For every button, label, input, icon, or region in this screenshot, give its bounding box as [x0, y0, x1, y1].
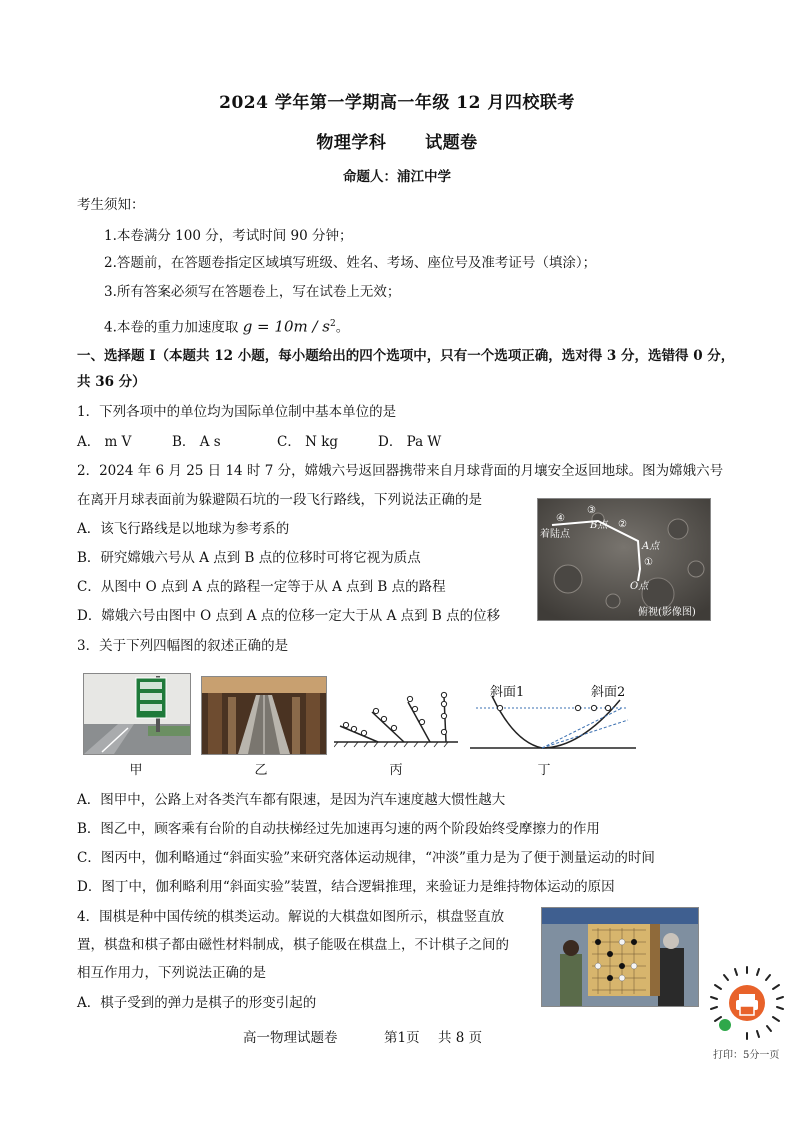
q1-option-d: D． Pa W	[378, 434, 442, 450]
fig-num-3: ③	[587, 505, 596, 516]
go-board-image	[542, 908, 698, 1006]
caption-yi: 乙	[254, 763, 268, 778]
q3-option-a: A．图甲中，公路上对各类汽车都有限速，是因为汽车速度越大惯性越大	[77, 792, 506, 808]
fig-num-1: ①	[644, 557, 653, 568]
gravity-exponent: 2	[330, 319, 336, 329]
question-2-stem: 2．2024 年 6 月 25 日 14 时 7 分，嫦娥六号返回器携带来自月球背面的月壤安全返回地球。图为嫦娥六号	[77, 463, 724, 479]
b-point-label: B点	[590, 520, 608, 531]
q1-option-a: A． m V	[77, 434, 132, 450]
qr-code-icon	[709, 965, 785, 1041]
moon-flight-figure	[537, 498, 711, 621]
print-qr-code[interactable]	[709, 965, 785, 1041]
notice-item: 4.本卷的重力加速度取	[104, 319, 239, 336]
footer-paper-name: 高一物理试题卷	[243, 1030, 338, 1046]
fig-num-4: ④	[556, 513, 565, 524]
slope-1-label: 斜面1	[490, 685, 525, 700]
gravity-formula: g = 10m / s	[242, 317, 330, 336]
q2-option-c: C．从图中 O 点到 A 点的路程一定等于从 A 点到 B 点的路程	[77, 579, 446, 595]
notice-item: 2.答题前，在答题卷指定区域填写班级、姓名、考场、座位号及准考证号（填涂）；	[104, 255, 597, 271]
go-board-figure	[541, 907, 699, 1007]
q3-option-d: D．图丁中，伽利略利用“斜面实验”装置，结合逻辑推理，来验证力是维持物体运动的原因	[77, 879, 615, 895]
section1-heading: 一、选择题 I（本题共 12 小题，每小题给出的四个选项中，只有一个选项正确，选对得 3 分，选错得 0 分，	[77, 348, 735, 364]
notice-item: 3.所有答案必须写在答题卷上，写在试卷上无效；	[104, 284, 401, 300]
gravity-end: 。	[335, 319, 350, 336]
q1-option-c: C． N kg	[277, 434, 339, 450]
author-line: 命题人：浦江中学	[343, 169, 451, 185]
escalator-image	[202, 677, 326, 754]
exam-title: 2024 学年第一学期高一年级 12 月四校联考	[219, 93, 575, 113]
o-point-label: O点	[630, 581, 649, 592]
section1-heading-cont: 共 36 分）	[77, 374, 146, 390]
subject-label: 物理学科	[316, 133, 387, 153]
q3-option-b: B．图乙中，顾客乘有台阶的自动扶梯经过先加速再匀速的两个阶段始终受摩擦力的作用	[77, 821, 600, 837]
paper-label: 试题卷	[425, 133, 478, 153]
q4-option-a: A．棋子受到的弹力是棋子的形变引起的	[77, 995, 317, 1011]
caption-ding: 丁	[537, 763, 551, 778]
q2-option-a: A．该飞行路线是以地球为参考系的	[77, 521, 290, 537]
caption-jia: 甲	[129, 763, 143, 778]
escalator-figure	[201, 676, 327, 755]
q3-option-c: C．图丙中，伽利略通过“斜面实验”来研究落体运动规律，“冲淡”重力是为了便于测量运动的时间	[77, 850, 655, 866]
question-4-stem-cont2: 相互作用力，下列说法正确的是	[77, 965, 266, 981]
footer-total-pages: 共 8 页	[438, 1030, 483, 1046]
question-3-stem: 3．关于下列四幅图的叙述正确的是	[77, 638, 289, 654]
inclined-planes-diagram	[334, 690, 462, 750]
fig-num-2: ②	[618, 519, 627, 530]
notice-item: 1.本卷满分 100 分，考试时间 90 分钟；	[104, 228, 353, 244]
q2-option-b: B．研究嫦娥六号从 A 点到 B 点的位移时可将它视为质点	[77, 550, 421, 566]
highway-figure	[83, 673, 191, 755]
notice-heading: 考生须知：	[77, 197, 145, 213]
question-2-stem-cont: 在离开月球表面前为躲避陨石坑的一段飞行路线，下列说法正确的是	[77, 492, 482, 508]
question-4-stem-cont: 置，棋盘和棋子都由磁性材料制成，棋子能吸在棋盘上，不计棋子之间的	[77, 937, 509, 953]
q2-option-d: D．嫦娥六号由图中 O 点到 A 点的位移一定大于从 A 点到 B 点的位移	[77, 608, 501, 624]
footer-page-number: 第1页	[384, 1030, 420, 1046]
print-price-label: 打印：5分一页	[713, 1050, 780, 1061]
highway-image	[84, 674, 190, 754]
landing-point-label: 着陆点	[540, 529, 570, 540]
slope-2-label: 斜面2	[591, 685, 626, 700]
figure-caption: 俯视(影像图)	[638, 607, 696, 618]
notice-item-gravity	[104, 314, 349, 338]
question-1-stem: 1．下列各项中的单位均为国际单位制中基本单位的是	[77, 404, 397, 420]
a-point-label: A点	[642, 541, 660, 552]
caption-bing: 丙	[389, 763, 403, 778]
subject-title	[0, 128, 794, 153]
q1-option-b: B． A s	[172, 434, 221, 450]
question-4-stem: 4．围棋是种中国传统的棋类运动。解说的大棋盘如图所示，棋盘竖直放	[77, 909, 505, 925]
